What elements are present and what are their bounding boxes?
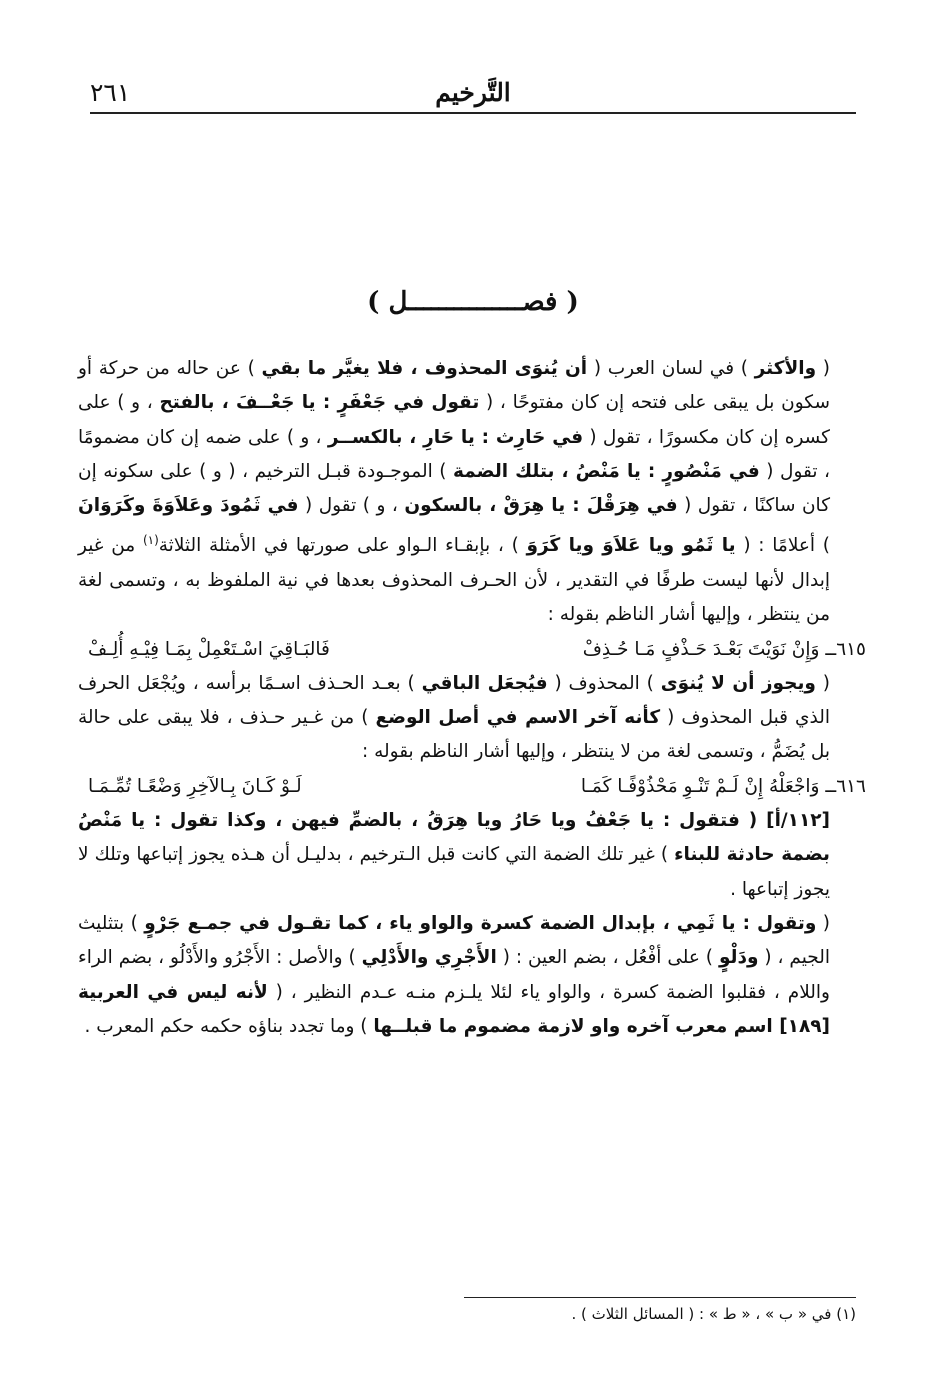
sharh-text: ) الموجـودة قبـل الترخيم ، ( و ) على سكونه إن كان ساكنًا ، تقول ( (78, 460, 830, 517)
section-heading: ( فصـــــــــــــــل ) (367, 287, 579, 317)
paragraph-2 (78, 667, 866, 770)
sharh-text: ، و ) تقول ( (298, 495, 405, 517)
sharh-text: ) في لسان العرب ( (587, 358, 755, 379)
footnote-divider (464, 1297, 856, 1298)
paragraph-4 (78, 907, 866, 1044)
sharh-text: ) بعـد الحـذف اسـمًا برأسه ، ويُجْعَل الحرف الذي قبل المحذوف ( (78, 672, 830, 729)
matn-text: في حَارِث : يا حَارِ ، بالكســر (327, 426, 584, 448)
matn-text: والأكثر (754, 358, 817, 379)
matn-text: أن يُنوَى المحذوف ، فلا يغيَّر ما بقي (261, 358, 588, 379)
sharh-text: ) وما تجدد بناؤه حكمه حكم المعرب . (84, 1015, 374, 1037)
verse-615-second-hemistich: فَالبَـاقِيَ اسْـتَعْمِلْ بِمَـا فِيْـهِ أُلِـفْ (88, 638, 330, 660)
sharh-text: من غير إبدال لأنها ليست طرفًا في التقدير ، لأن الحـرف المحذوف بعدها في نية الملفوظ به ، وتسمى لغة من ينتظر ، وإليها أشار الناظم بقوله : (78, 535, 830, 626)
sharh-text: ) والأصل : الأَجْرُو والأَدْلُو ، بضم الراء واللام ، فقلبوا الضمة كسرة ، والواو ياء لئلا يلـزم منـه عـدم النظير ، ( (78, 947, 830, 1003)
matn-text: يا ثَمُو ويا عَلاَوَ ويا كَرَوَ (526, 535, 736, 557)
sharh-text: ( (816, 912, 830, 934)
paragraph-1 (78, 352, 866, 633)
verse-615 (78, 633, 866, 667)
sharh-text: ) بتثليث الجيم ، ( (78, 912, 830, 969)
main-text (78, 352, 866, 1044)
sharh-text: ( (816, 358, 831, 379)
sharh-text: ) عن حاله من حركة أو سكون بل يبقى على فتحه إن كان مفتوحًا ، ( (78, 358, 830, 414)
matn-text: فتقول : يا جَعْفُ ويا حَارُ ويا هِرَقُ ، بالضمِّ فيهن ، وكذا تقول : يا مَنْصُ بضمة حادثة للبناء (78, 810, 831, 866)
chapter-title: التَّرخيم (435, 78, 511, 107)
matn-text: ودَلْوٍ (718, 947, 759, 969)
matn-text: وتقول : يا ثَمِي ، بإبدال الضمة كسرة والواو ياء ، كما تقـول في جمـع جَرْوٍ (144, 912, 817, 934)
sharh-text: ) ، بإبقـاء الـواو على صورتها في الأمثلة الثلاثة (158, 535, 527, 557)
sharh-text: ( (815, 672, 830, 694)
matn-text: [١١٢/أ] ( (739, 810, 831, 832)
page-number: ٢٦١ (90, 78, 131, 107)
sharh-text: ، و ) على ضمه إن كان مضمومًا ، تقول ( (78, 426, 830, 482)
matn-text: في ثَمُودَ وعَلاَوَةَ وكَرَوَانَ (78, 495, 299, 517)
sharh-text: ) أعلامًا : ( (735, 535, 830, 557)
matn-text: في هِرَقْلَ : يا هِرَقْ ، بالسكون (404, 495, 678, 517)
verse-616 (78, 770, 866, 804)
verse-616-second-hemistich: لَـوْ كَـانَ بِـالآخِرِ وَضْعًـا تُمِّـمَـا (88, 775, 302, 797)
matn-text: لأنه ليس في العربية [١٨٩] اسم معرب آخره واو لازمة مضموم ما قبلــها (78, 981, 830, 1037)
running-header (90, 78, 856, 114)
matn-text: الأَجْرِي والأَدْلِي (361, 947, 497, 969)
matn-text: تقول في جَعْفَرٍ : يا جَعْــفَ ، بالفتح (159, 392, 480, 414)
matn-text: كأنه آخر الاسم في أصل الوضع (375, 707, 661, 729)
matn-text: في مَنْصُورٍ : يا مَنْصُ ، بتلك الضمة (452, 460, 760, 482)
sharh-text: ) غير تلك الضمة التي كانت قبل الـترخيم ، بدليـل أن هـذه يجوز إتباعها وتلك لا يجوز إتباعها . (78, 844, 830, 900)
matn-text: ويجوز أن لا يُنوَى (660, 672, 816, 694)
verse-616-first-hemistich: ٦١٦ــ وَاجْعَلْهُ إِنْ لَـمْ تَنْـوِ مَحْذُوْفًـا كَمَـا (580, 775, 866, 797)
sharh-text: ، و ) على كسره إن كان مكسورًا ، تقول ( (78, 392, 830, 448)
sharh-text: ) على أفْعُل ، بضم العين : ( (496, 947, 719, 969)
footnote: (١) في « ب » ، « ط » : ( المسائل الثلاث ) . (571, 1305, 856, 1323)
sharh-text: ) من غـير حـذف ، فلا يبقى على حالة بل يُضَمُّ ، وتسمى لغة من لا ينتظر ، وإليها أشار الناظم بقوله : (78, 707, 830, 763)
sharh-text: ) المحذوف ( (547, 672, 661, 694)
matn-text: فيُجعَل الباقي (421, 672, 548, 694)
paragraph-3 (78, 804, 866, 907)
footnote-ref: (١) (142, 533, 159, 548)
verse-615-first-hemistich: ٦١٥ــ وَإِنْ نَوَيْتَ بَعْـدَ حَـذْفٍ مَـا حُـذِفْ (582, 638, 866, 660)
